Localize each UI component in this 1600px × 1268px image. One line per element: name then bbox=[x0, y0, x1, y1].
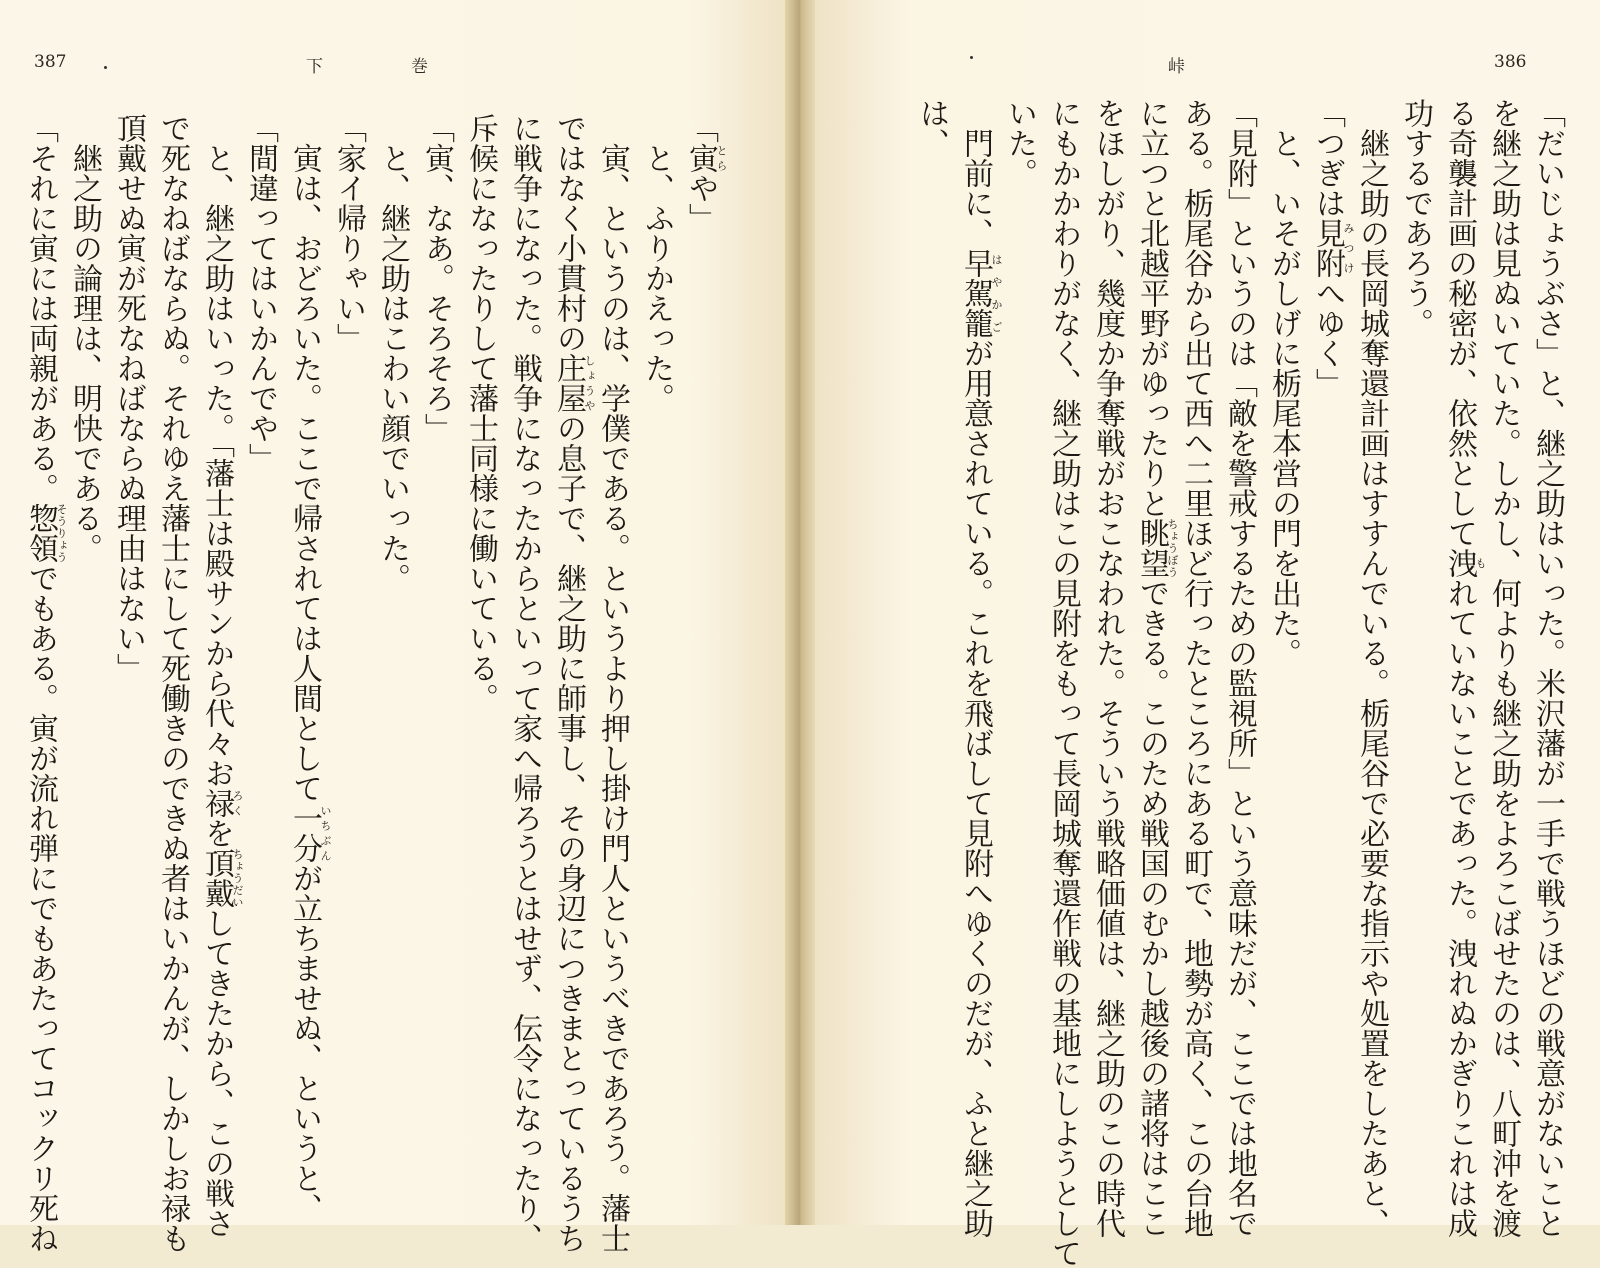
text-column: にもかかわりがなく、継之助はこの見附をもって長岡城奪還作戦の基地にしようとして bbox=[1046, 98, 1081, 1268]
page-number-left: 387 bbox=[34, 52, 67, 72]
text-column: をほしがり、幾度か争奪戦がおこなわれた。そういう戦略価値は、継之助のこの時代 bbox=[1090, 98, 1125, 1238]
text-column: と、継之助はいった。「藩士は殿サンから代々お禄ろくを頂戴ちょうだいしてきたから、この戦さ bbox=[199, 143, 244, 1238]
text-column: 「だいじょうぶさ」と、継之助はいった。米沢藩が一手で戦うほどの戦意がないこと bbox=[1530, 98, 1565, 1238]
text-column: 功するであろう。 bbox=[1398, 98, 1433, 338]
text-column: 「家イ帰りゃい」 bbox=[331, 113, 366, 353]
furigana: そうりょう bbox=[55, 503, 68, 563]
text-column: 寅は、おどろいた。ここで帰されては人間として一分いちぶんが立ちませぬ、というと、 bbox=[287, 143, 332, 1223]
text-column: 「間違ってはいかんでや」 bbox=[243, 113, 278, 473]
text-column: と、ふりかえった。 bbox=[639, 143, 674, 413]
furigana: ちょうだい bbox=[231, 848, 244, 908]
text-column: 「寅、なあ。そろそろ」 bbox=[419, 113, 454, 443]
text-column: る奇襲計画の秘密が、依然として洩もれていないことであった。洩れぬかぎりこれは成 bbox=[1442, 98, 1487, 1238]
text-column: に立つと北越平野がゆったりと眺望ちょうぼうできる。このため戦国のむかし越後の諸将はここ bbox=[1134, 98, 1179, 1238]
text-column: 門前に、早駕籠はやかごが用意されている。これを飛ばして見附へゆくのだが、ふと継之助 bbox=[958, 128, 1003, 1238]
text-column: 「寅とらや」 bbox=[683, 113, 728, 233]
furigana: はやかご bbox=[990, 248, 1003, 338]
text-column: 継之助の長岡城奪還計画はすすんでいる。栃尾谷で必要な指示や処置をしたあと、 bbox=[1354, 128, 1389, 1238]
text-column: ある。栃尾谷から出て西へ二里ほど行ったところにある町で、地勢が高く、この台地 bbox=[1178, 98, 1213, 1238]
running-head-left bbox=[306, 52, 436, 77]
running-head-left-1: 下 bbox=[306, 57, 331, 77]
text-column: 継之助の論理は、明快である。 bbox=[67, 143, 102, 563]
running-head-left-2: 巻 bbox=[411, 57, 436, 77]
running-head-right: 峠 bbox=[1168, 57, 1185, 77]
text-column: に戦争になった。戦争になったからといって家へ帰ろうとはせず、伝令になったり、 bbox=[507, 113, 542, 1253]
text-column: 「見附」というのは「敵を警戒するための監視所」という意味だが、ここでは地名で bbox=[1222, 98, 1257, 1238]
ornament-dot bbox=[104, 66, 107, 69]
text-column: いた。 bbox=[1002, 98, 1037, 188]
text-column: 「つぎは見附みつけへゆく」 bbox=[1310, 98, 1355, 398]
furigana: も bbox=[1474, 548, 1487, 578]
furigana: みつけ bbox=[1342, 218, 1355, 278]
text-column: と、継之助はこわい顔でいった。 bbox=[375, 143, 410, 593]
left-page bbox=[0, 0, 785, 1253]
text-column: ではなく小貫村の庄屋しょうやの息子で、継之助に師事し、その身辺につきまとっているうち bbox=[551, 113, 596, 1253]
furigana: しょうや bbox=[583, 353, 596, 413]
right-page bbox=[815, 0, 1600, 1268]
text-column: で死なねばならぬ。それゆえ藩士にして死働きのできぬ者はいかんが、しかしお禄も bbox=[155, 113, 190, 1253]
text-column: は、 bbox=[914, 98, 949, 158]
furigana: ろく bbox=[231, 788, 244, 818]
text-column: と、いそがしげに栃尾本営の門を出た。 bbox=[1266, 128, 1301, 668]
text-column: 頂戴せぬ寅が死なねばならぬ理由はない」 bbox=[111, 113, 146, 683]
furigana: とら bbox=[715, 143, 728, 173]
furigana: ちょうぼう bbox=[1166, 518, 1179, 578]
text-column: 「それに寅には両親がある。惣領そうりょうでもある。寅が流れ弾にでもあたってコックリ死ね bbox=[23, 113, 68, 1253]
text-column: を継之助は見ぬいていた。しかし、何よりも継之助をよろこばせたのは、八町沖を渡 bbox=[1486, 98, 1521, 1238]
page-number-right: 386 bbox=[1494, 52, 1527, 72]
book-gutter bbox=[785, 0, 815, 1225]
text-column: 寅、というのは、学僕である。というより押し掛け門人というべきであろう。藩士 bbox=[595, 143, 630, 1253]
furigana: いちぶん bbox=[319, 803, 332, 863]
ornament-dot bbox=[970, 56, 973, 59]
text-column: 斥候になったりして藩士同様に働いている。 bbox=[463, 113, 498, 713]
